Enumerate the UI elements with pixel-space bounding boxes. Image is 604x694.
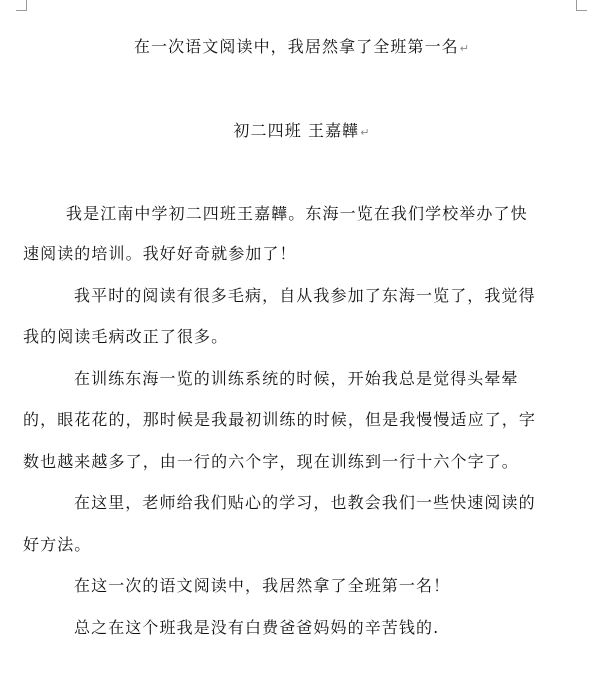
body-line[interactable]: 的，眼花花的，那时候是我最初训练的时候，但是我慢慢适应了，字 bbox=[23, 410, 537, 429]
document-title-text: 在一次语文阅读中，我居然拿了全班第一名 bbox=[133, 37, 459, 56]
paragraph-mark-icon: ↵ bbox=[360, 126, 371, 139]
document-title[interactable] bbox=[0, 37, 604, 59]
paragraph-mark-icon: ↵ bbox=[459, 42, 471, 55]
body-line[interactable]: 在训练东海一览的训练系统的时候，开始我总是觉得头晕晕 bbox=[74, 369, 519, 388]
document-author-text: 初二四班 王嘉韡 bbox=[233, 121, 360, 140]
body-line[interactable]: 数也越来越多了，由一行的六个字，现在训练到一行十六个字了。 bbox=[23, 452, 519, 471]
body-line[interactable]: 我的阅读毛病改正了很多。 bbox=[23, 327, 229, 346]
margin-corner-top-right bbox=[576, 0, 587, 11]
body-line[interactable]: 我平时的阅读有很多毛病，自从我参加了东海一览了，我觉得 bbox=[74, 286, 536, 305]
body-line[interactable]: 在这一次的语文阅读中，我居然拿了全班第一名！ bbox=[74, 576, 451, 595]
margin-corner-top-left bbox=[16, 0, 27, 11]
body-line[interactable]: 我是江南中学初二四班王嘉韡。东海一览在我们学校举办了快 bbox=[66, 204, 528, 223]
body-line[interactable]: 速阅读的培训。我好好奇就参加了！ bbox=[23, 244, 297, 263]
document-author[interactable] bbox=[0, 121, 604, 143]
body-line[interactable]: 总之在这个班我是没有白费爸爸妈妈的辛苦钱的. bbox=[74, 618, 440, 637]
body-line[interactable]: 在这里，老师给我们贴心的学习，也教会我们一些快速阅读的 bbox=[74, 493, 536, 512]
body-line[interactable]: 好方法。 bbox=[23, 535, 92, 554]
